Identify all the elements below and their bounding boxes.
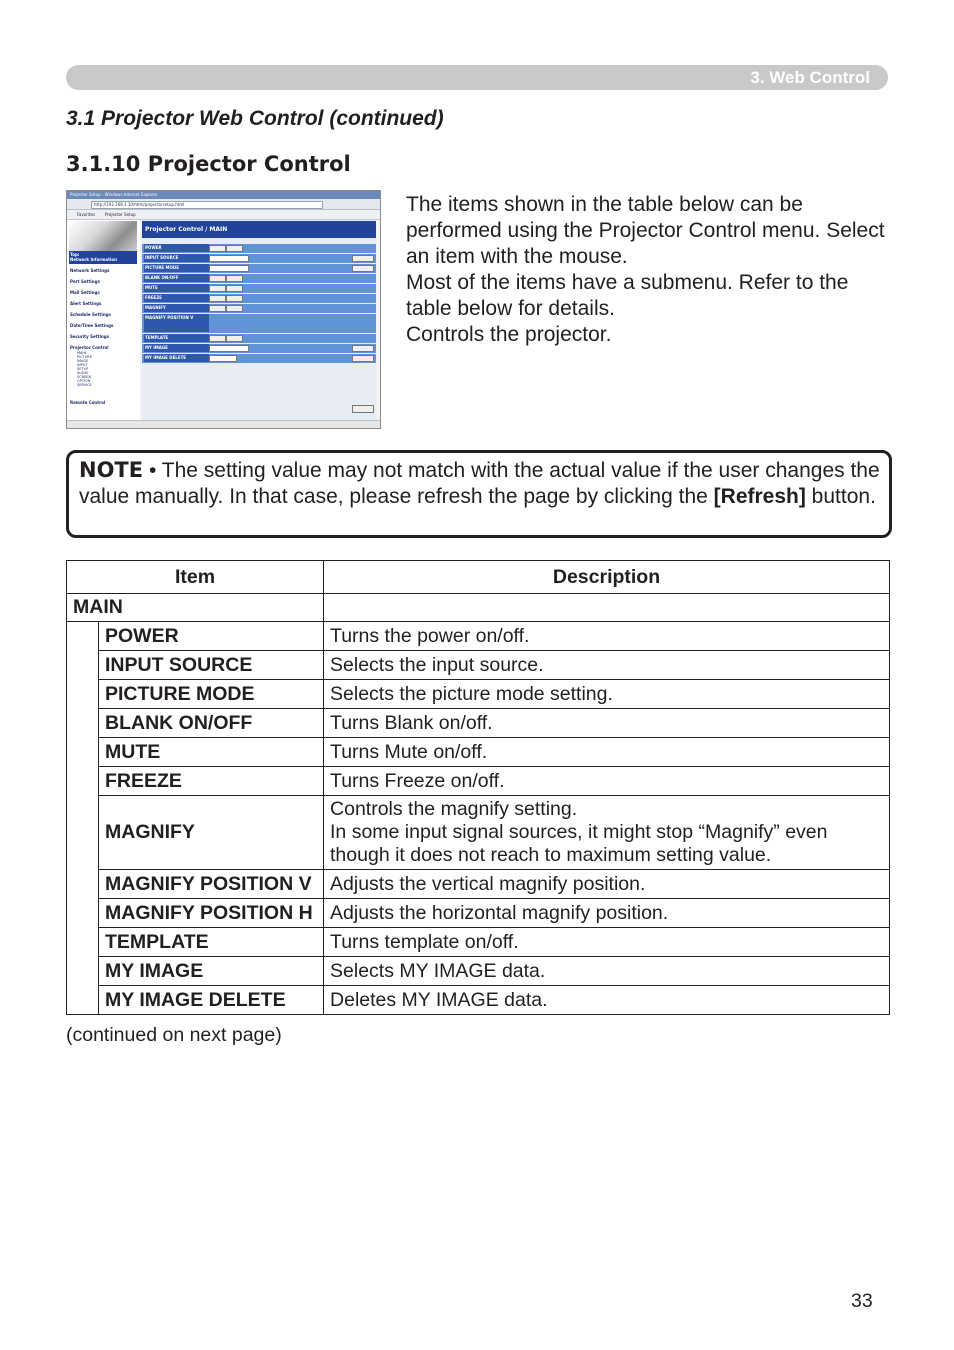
table-row: FREEZE Turns Freeze on/off. [67, 767, 890, 796]
web-row: MAGNIFY POSITION V [142, 314, 376, 334]
browser-address-bar [67, 199, 380, 210]
column-header-item: Item [67, 561, 324, 594]
apply-button [352, 265, 374, 272]
table-row: MAGNIFY POSITION H Adjusts the horizontal magnify position. [67, 899, 890, 928]
sub-nav-item: PICTURE [77, 355, 92, 359]
nav-top-label: Top: [70, 252, 80, 257]
apply-button [352, 255, 374, 262]
off-button [226, 335, 243, 342]
table-row: BLANK ON/OFF Turns Blank on/off. [67, 709, 890, 738]
table-row: MY IMAGE DELETE Deletes MY IMAGE data. [67, 986, 890, 1015]
table-row: MUTE Turns Mute on/off. [67, 738, 890, 767]
browser-titlebar [67, 191, 380, 199]
chapter-header-bar [66, 65, 888, 90]
note-tag: NOTE [79, 458, 144, 482]
on-button [209, 305, 226, 312]
nav-item-remote: Remote Control [70, 400, 106, 405]
nav-highlight-label: Network Information [70, 257, 117, 262]
sub-nav-item: AUDIO [77, 371, 89, 375]
page-tab: Projector Setup [105, 212, 136, 217]
sub-nav-item: SCREEN [77, 375, 92, 379]
web-row: BLANK ON/OFF [142, 274, 376, 284]
off-button [226, 245, 243, 252]
intro-paragraph: The items shown in the table below can be performed using the Projector Control menu. Select an item with the mouse. [406, 193, 885, 268]
browser-status-bar [67, 420, 380, 429]
page-number: 33 [851, 1290, 873, 1312]
nav-item: Alert Settings [70, 301, 102, 306]
off-button [226, 305, 243, 312]
web-sidebar [67, 220, 140, 420]
web-row: INPUT SOURCE [142, 254, 376, 264]
refresh-button [352, 405, 374, 413]
items-table [66, 560, 890, 1015]
sub-nav-item: SETUP [77, 367, 89, 371]
sub-nav-item: IMAGE [77, 359, 89, 363]
nav-item: Date/Time Settings [70, 323, 114, 328]
web-main-title [142, 221, 376, 238]
browser-address: http://192.168.1.10/html/projectorsetup.html [94, 202, 185, 207]
off-button [226, 295, 243, 302]
sub-nav-item: INPUT [77, 363, 88, 367]
note-box [66, 450, 892, 538]
web-main-panel [142, 220, 376, 420]
intro-paragraph: Most of the items have a submenu. Refer to the table below for details. [406, 271, 849, 320]
on-button [209, 335, 226, 342]
web-row: MUTE [142, 284, 376, 294]
magnify-desc-note: In some input signal sources, it might stop “Magnify” even though it does not reach to maximum setting value. [330, 821, 828, 866]
on-button [209, 295, 226, 302]
web-row: POWER [142, 244, 376, 254]
web-row: FREEZE [142, 294, 376, 304]
select-box [209, 355, 237, 362]
web-row: MY IMAGE DELETE [142, 354, 376, 364]
projector-control-screenshot [66, 190, 381, 429]
nav-item: Mail Settings [70, 290, 100, 295]
intro-text [406, 192, 896, 348]
magnify-desc: Controls the magnify setting. [330, 798, 578, 820]
section-subtitle: 3.1 Projector Web Control (continued) [66, 107, 444, 130]
table-section-row [67, 594, 890, 622]
sub-nav-item: OPTION [77, 379, 91, 383]
off-button [226, 275, 243, 282]
apply-button [352, 345, 374, 352]
browser-tabs [67, 210, 380, 220]
nav-item: Security Settings [70, 334, 109, 339]
sub-nav-item: SERVICE [77, 383, 92, 387]
table-row: PICTURE MODE Selects the picture mode setting. [67, 680, 890, 709]
note-text: • The setting value may not match with the actual value if the user changes the value manually. In that case, please refresh the page by clicking the [79, 459, 880, 508]
table-header-row [67, 561, 890, 594]
select-box [209, 265, 249, 272]
apply-button [352, 355, 374, 362]
web-main-title-text: Projector Control / MAIN [145, 226, 228, 233]
note-refresh-label: [Refresh] [713, 485, 806, 508]
nav-item: Projector Control [70, 345, 109, 350]
table-row: INPUT SOURCE Selects the input source. [67, 651, 890, 680]
section-title: 3.1.10 Projector Control [66, 152, 351, 176]
projector-logo-image [69, 221, 137, 251]
table-row: MY IMAGE Selects MY IMAGE data. [67, 957, 890, 986]
section-main: MAIN [67, 594, 324, 622]
off-button [226, 285, 243, 292]
chapter-label: 3. Web Control [750, 68, 870, 87]
nav-item: Schedule Settings [70, 312, 111, 317]
on-button [209, 275, 226, 282]
column-header-description: Description [324, 561, 890, 594]
web-row: MAGNIFY [142, 304, 376, 314]
web-row: PICTURE MODE [142, 264, 376, 274]
table-row: MAGNIFY Controls the magnify setting. In some input signal sources, it might stop “Magnify” even though it does not reach to maximum setting value. [67, 796, 890, 870]
select-box [209, 345, 249, 352]
continued-note: (continued on next page) [66, 1024, 282, 1046]
web-row: MY IMAGE [142, 344, 376, 354]
note-text-end: button. [805, 485, 876, 508]
browser-window-title: Projector Setup - Windows Internet Explorer [70, 192, 158, 197]
table-row: POWER Turns the power on/off. [67, 622, 890, 651]
nav-network-information [69, 251, 137, 264]
sub-nav-item: MAIN [77, 351, 87, 355]
web-row: TEMPLATE [142, 334, 376, 344]
table-row: MAGNIFY POSITION V Adjusts the vertical magnify position. [67, 870, 890, 899]
nav-item: Network Settings [70, 268, 110, 273]
table-row: TEMPLATE Turns template on/off. [67, 928, 890, 957]
favorites-tab: Favorites [77, 212, 96, 217]
nav-item: Port Settings [70, 279, 100, 284]
on-button [209, 245, 226, 252]
on-button [209, 285, 226, 292]
select-box [209, 255, 249, 262]
intro-paragraph: Controls the projector. [406, 323, 612, 346]
